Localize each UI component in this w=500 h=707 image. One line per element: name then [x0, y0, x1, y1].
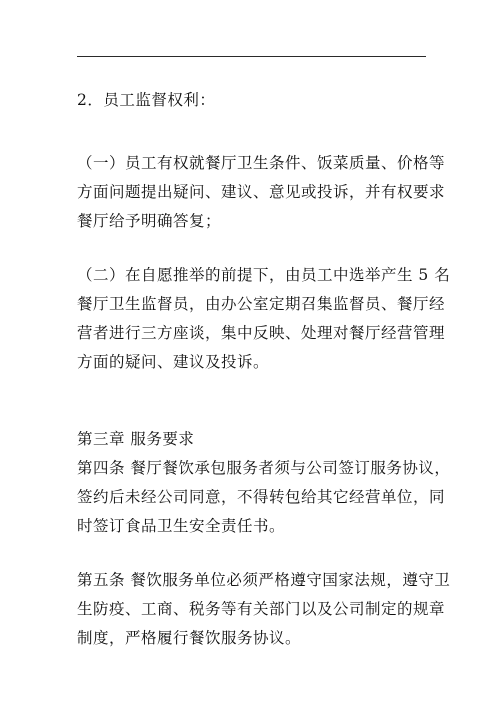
paragraph-line: 第四条 餐厅餐饮承包服务者须与公司签订服务协议，	[77, 459, 451, 477]
chapter-heading: 第三章 服务要求	[77, 430, 195, 448]
paragraph-line: 签约后未经公司同意，不得转包给其它经营单位，同	[77, 488, 446, 506]
header-rule	[77, 56, 426, 57]
section-heading: 2．员工监督权利：	[77, 91, 216, 109]
paragraph-line: （二）在自愿推举的前提下，由员工中选举产生 5 名	[77, 266, 451, 284]
article-5	[77, 566, 451, 653]
document-body	[77, 86, 451, 653]
paragraph-line: 方面的疑问、建议及投诉。	[77, 353, 270, 371]
paragraph-2	[77, 261, 451, 377]
paragraph-line: 第五条 餐饮服务单位必须严格遵守国家法规，遵守卫	[77, 571, 451, 589]
paragraph-line: 生防疫、工商、税务等有关部门以及公司制定的规章	[77, 600, 446, 618]
paragraph-line: （一）员工有权就餐厅卫生条件、饭菜质量、价格等	[77, 154, 446, 172]
paragraph-line: 时签订食品卫生安全责任书。	[77, 517, 286, 535]
paragraph-line: 餐厅卫生监督员，由办公室定期召集监督员、餐厅经	[77, 295, 446, 313]
paragraph-line: 营者进行三方座谈，集中反映、处理对餐厅经营管理	[77, 324, 446, 342]
article-4	[77, 454, 451, 541]
paragraph-line: 制度，严格履行餐饮服务协议。	[77, 629, 302, 647]
paragraph-line: 餐厅给予明确答复；	[77, 212, 222, 230]
paragraph-1	[77, 149, 446, 236]
paragraph-line: 方面问题提出疑问、建议、意见或投诉，并有权要求	[77, 183, 446, 201]
